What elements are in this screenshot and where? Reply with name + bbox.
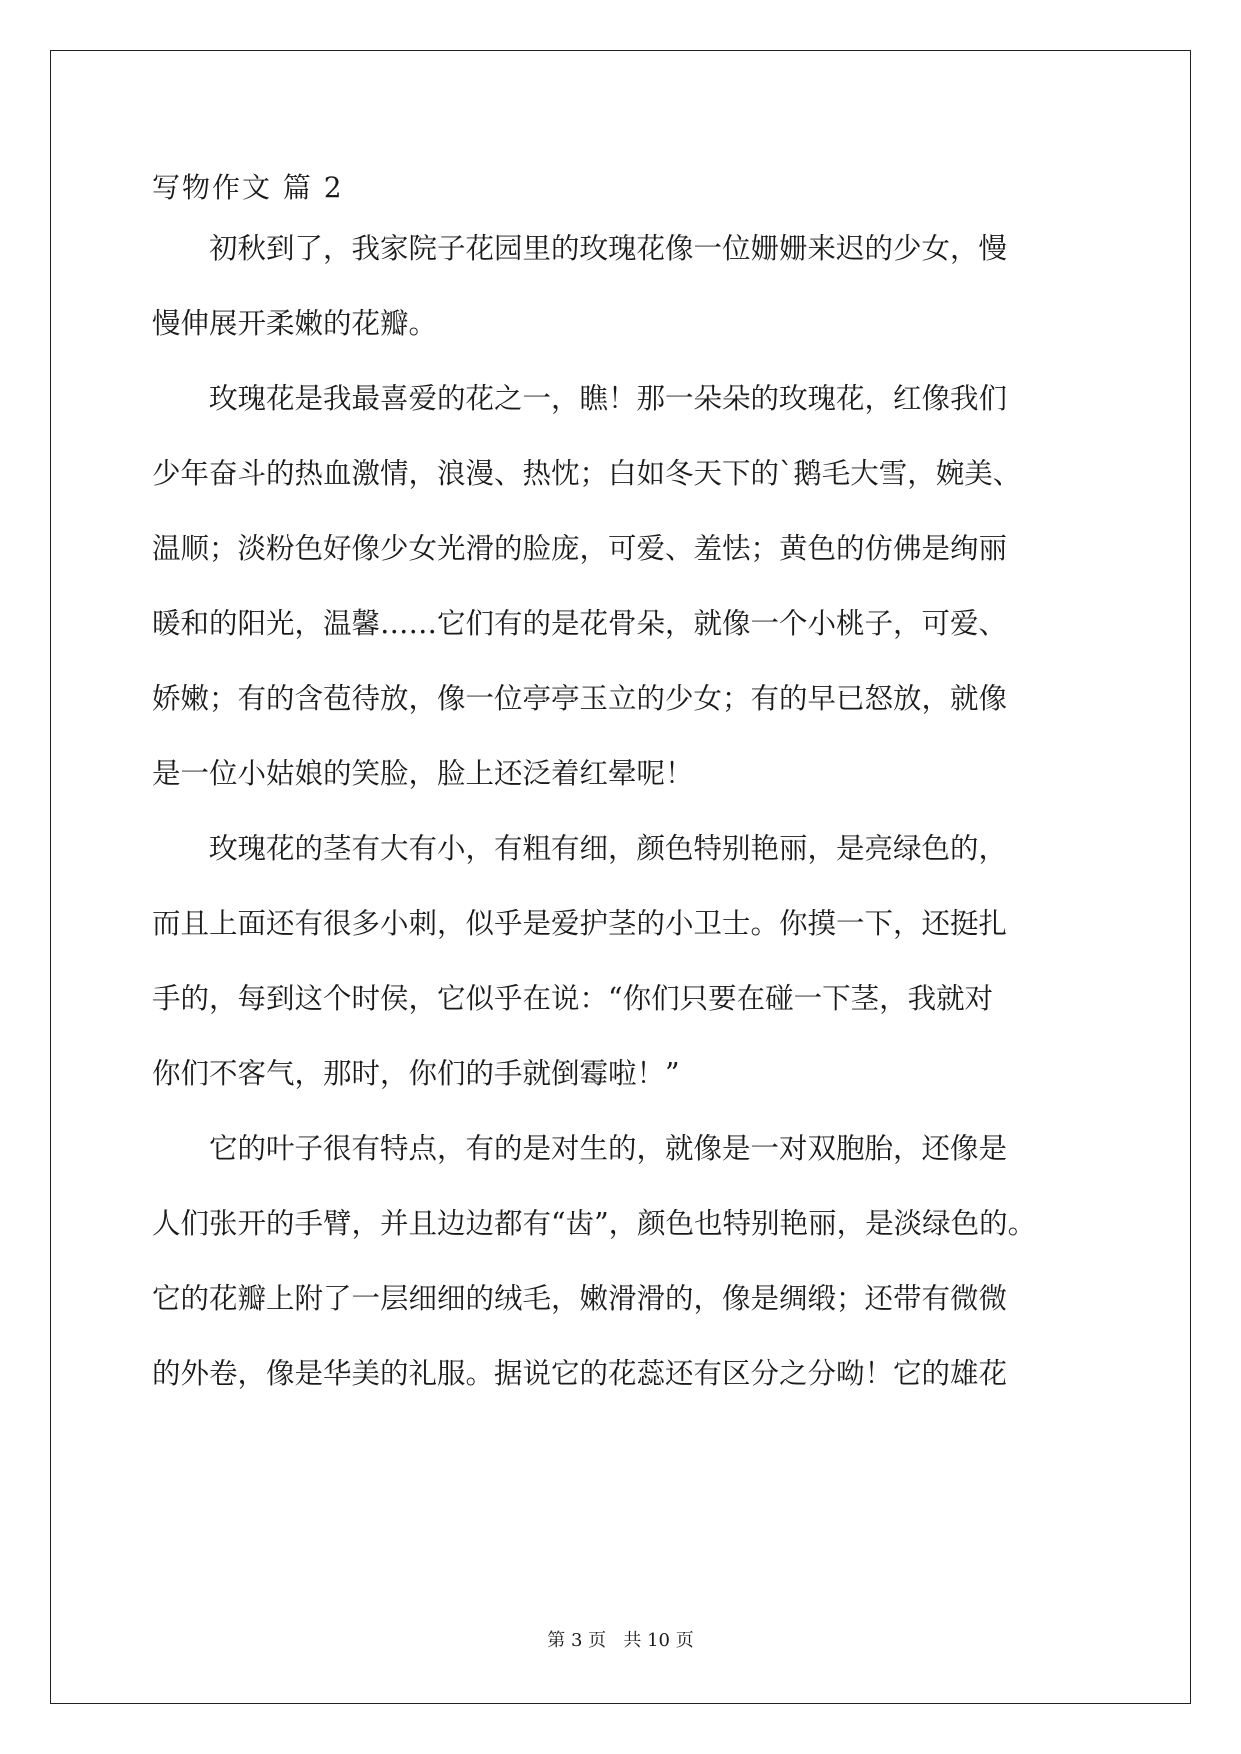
- body-text-line: 慢伸展开柔嫩的花瓣。: [152, 307, 438, 340]
- body-text-line: 你们不客气，那时，你们的手就倒霉啦！”: [152, 1057, 680, 1090]
- body-text-line: 娇嫩；有的含苞待放，像一位亭亭玉立的少女；有的早已怒放，就像: [152, 682, 1008, 715]
- body-text-line: 温顺；淡粉色好像少女光滑的脸庞，可爱、羞怯；黄色的仿佛是绚丽: [152, 532, 1008, 565]
- body-text-line: 初秋到了，我家院子花园里的玫瑰花像一位姗姗来迟的少女，慢: [152, 232, 1008, 265]
- page-number-footer: 第 3 页 共 10 页: [547, 1630, 694, 1651]
- body-text-line: 的外卷，像是华美的礼服。据说它的花蕊还有区分之分呦！它的雄花: [152, 1357, 1008, 1390]
- body-text-line: 玫瑰花是我最喜爱的花之一，瞧！那一朵朵的玫瑰花，红像我们: [152, 382, 1008, 415]
- body-text-line: 玫瑰花的茎有大有小，有粗有细，颜色特别艳丽，是亮绿色的，: [152, 832, 1008, 865]
- section-heading: 写物作文 篇 2: [152, 171, 344, 204]
- body-text-line: 是一位小姑娘的笑脸，脸上还泛着红晕呢！: [152, 757, 694, 790]
- body-text-line: 而且上面还有很多小刺，似乎是爱护茎的小卫士。你摸一下，还挺扎: [152, 907, 1008, 940]
- page-border: [50, 50, 1191, 1704]
- body-text-line: 人们张开的手臂，并且边边都有“齿”，颜色也特别艳丽，是淡绿色的。: [152, 1207, 1037, 1240]
- body-text-line: 它的叶子很有特点，有的是对生的，就像是一对双胞胎，还像是: [152, 1132, 1008, 1165]
- body-text-line: 暖和的阳光，温馨……它们有的是花骨朵，就像一个小桃子，可爱、: [152, 607, 1008, 640]
- body-text-line: 它的花瓣上附了一层细细的绒毛，嫩滑滑的，像是绸缎；还带有微微: [152, 1282, 1008, 1315]
- body-text-line: 少年奋斗的热血激情，浪漫、热忱；白如冬天下的`鹅毛大雪，婉美、: [152, 457, 1022, 490]
- body-text-line: 手的，每到这个时侯，它似乎在说：“你们只要在碰一下茎，我就对: [152, 982, 994, 1015]
